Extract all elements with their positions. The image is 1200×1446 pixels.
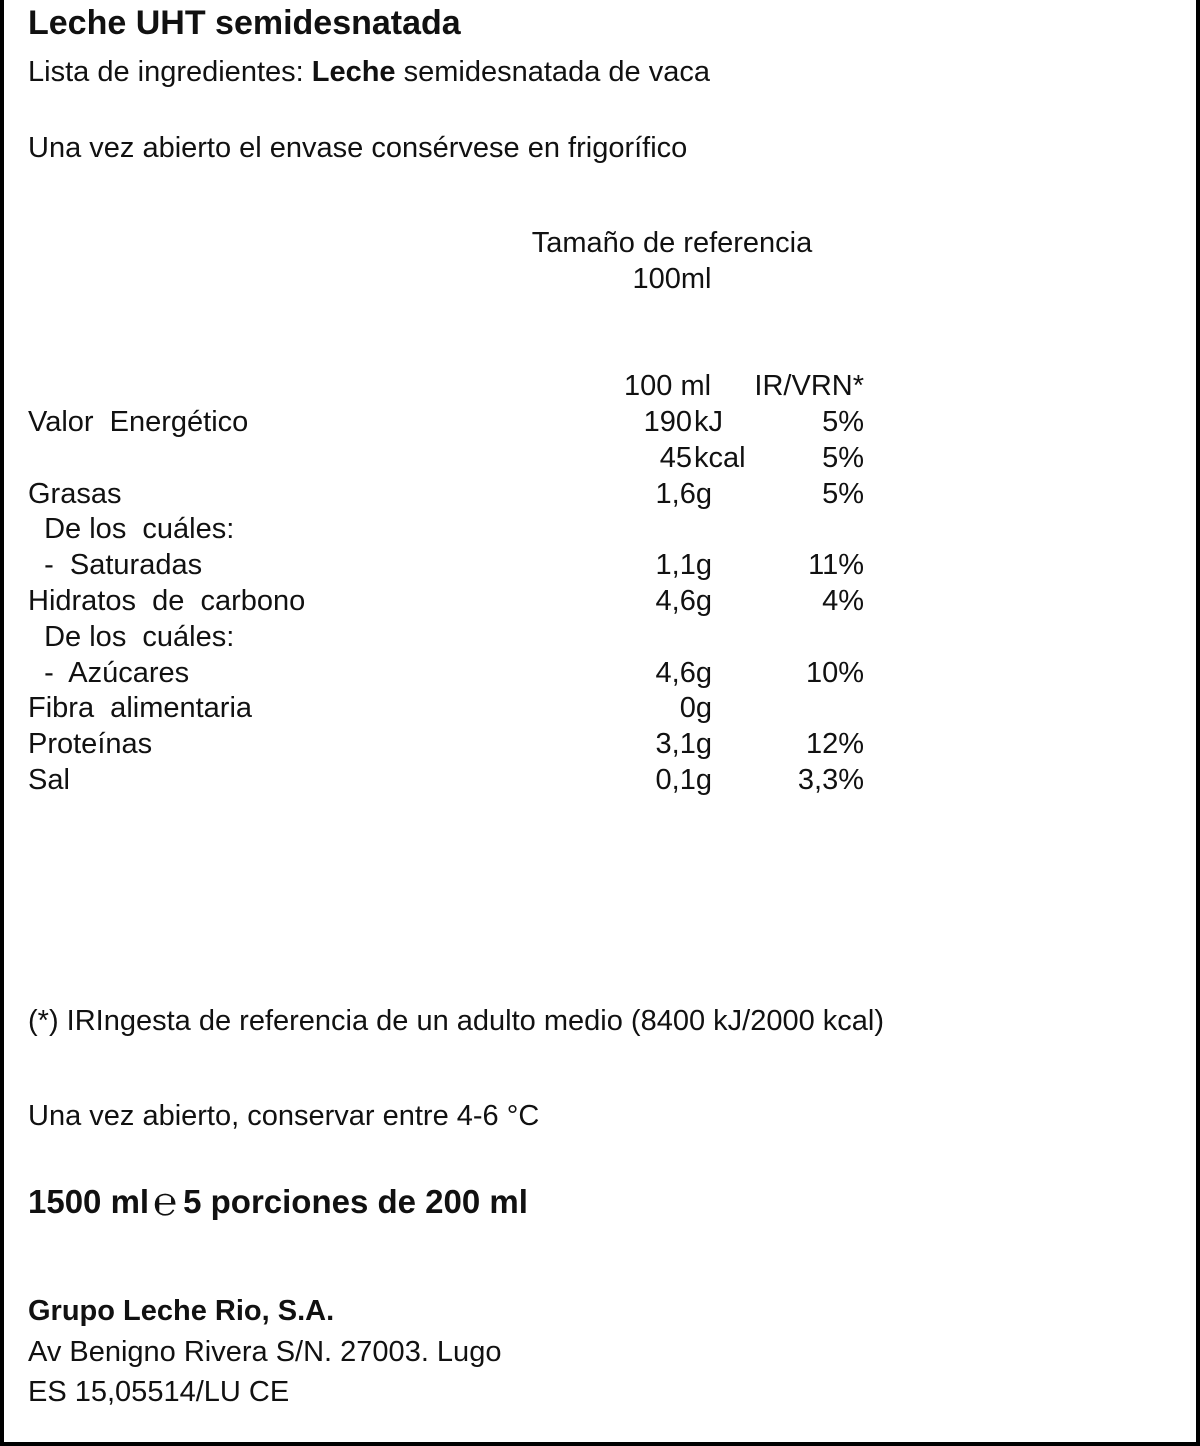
nutrient-amount: 0g [679, 692, 712, 724]
nutrient-reference-intake: 11% [808, 549, 864, 581]
nutrient-label: Proteínas [28, 728, 153, 760]
product-title: Leche UHT semidesnatada [28, 4, 461, 42]
nutrient-amount: 1,6g [655, 478, 712, 510]
nutrient-label: Fibra alimentaria [28, 692, 253, 724]
nutrient-amount: 4,6g [655, 657, 712, 689]
nutrient-label: Valor Energético [28, 406, 249, 438]
storage-note: Una vez abierto el envase consérvese en frigorífico [28, 132, 688, 164]
ingredients-line [28, 58, 710, 87]
company-address: Av Benigno Rivera S/N. 27003. Lugo [28, 1336, 502, 1368]
nutrient-label: De los cuáles: [28, 513, 235, 545]
portions: 5 porciones de 200 ml [183, 1183, 528, 1220]
nutrient-label: Sal [28, 764, 70, 796]
ingredients-allergen: Leche [311, 56, 396, 88]
company-name: Grupo Leche Rio, S.A. [28, 1295, 335, 1327]
nutrient-reference-intake: 10% [805, 657, 864, 689]
nutrient-reference-intake: 3,3% [797, 764, 864, 796]
nutrient-amount: 4,6g [655, 585, 712, 617]
ingredients-prefix: Lista de ingredientes: [28, 56, 312, 88]
nutrient-reference-intake: 12% [805, 728, 864, 760]
nutrient-label: De los cuáles: [28, 621, 235, 653]
nutrient-amount: 3,1g [655, 728, 712, 760]
column-header-per-100ml: 100 ml [624, 370, 712, 402]
nutrient-amount: 190 [643, 406, 692, 438]
nutrient-reference-intake: 5% [822, 478, 864, 510]
nutrient-label: - Azúcares [28, 657, 190, 689]
nutrient-amount: 1,1g [655, 549, 712, 581]
column-header-ir: IR/VRN* [754, 370, 864, 402]
net-volume: 1500 ml [28, 1183, 150, 1220]
nutrient-label: Grasas [28, 478, 122, 510]
storage-temperature: Una vez abierto, conservar entre 4-6 °C [28, 1100, 540, 1132]
nutrient-label: - Saturadas [28, 549, 203, 581]
nutrient-unit: kcal [694, 442, 746, 474]
nutrient-unit: kJ [694, 406, 723, 438]
nutrient-label: Hidratos de carbono [28, 585, 306, 617]
nutrient-amount: 45 [659, 442, 692, 474]
footnote: (*) IRIngesta de referencia de un adulto medio (8400 kJ/2000 kcal) [28, 1005, 884, 1037]
quantity-line [28, 1180, 528, 1224]
nutrient-reference-intake: 5% [822, 442, 864, 474]
nutrient-reference-intake: 5% [822, 406, 864, 438]
nutrient-reference-intake: 4% [822, 585, 864, 617]
reference-size-value: 100ml [632, 263, 712, 295]
registry-number: ES 15,05514/LU CE [28, 1376, 290, 1408]
reference-size-label: Tamaño de referencia [531, 227, 813, 259]
ingredients-suffix: semidesnatada de vaca [395, 56, 710, 88]
nutrient-amount: 0,1g [655, 764, 712, 796]
estimated-sign-icon: ℮ [153, 1180, 178, 1224]
